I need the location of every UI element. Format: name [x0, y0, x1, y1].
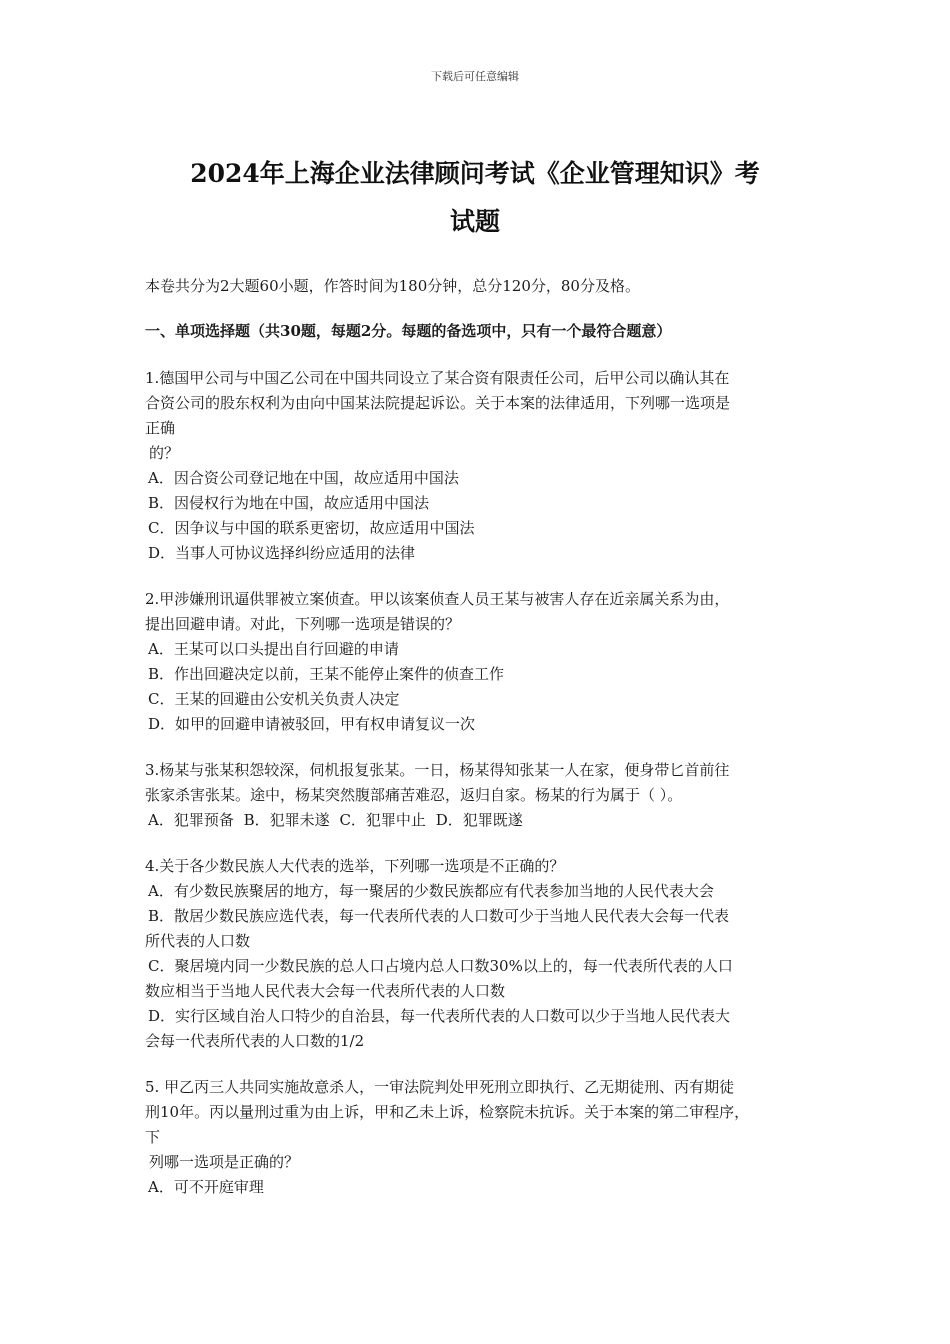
question-stem: [145, 587, 815, 637]
option-d: D．犯罪既遂: [435, 811, 523, 829]
option-c: C．犯罪中止: [339, 811, 426, 829]
stem-line: 2.甲涉嫌刑讯逼供罪被立案侦查。甲以该案侦查人员王某与被害人存在近亲属关系为由，: [145, 590, 730, 608]
stem-line: 3.杨某与张某积怨较深，伺机报复张某。一日，杨某得知张某一人在家，便身带匕首前往: [145, 761, 730, 779]
question-stem: [145, 366, 815, 466]
option-a: A．犯罪预备: [148, 811, 234, 829]
header-note: 下载后可任意编辑: [431, 70, 519, 83]
option-b-continued: 所代表的人口数: [145, 932, 251, 950]
document-body: [145, 274, 815, 1221]
question-4: [145, 854, 815, 1054]
option-c: C．因争议与中国的联系更密切，故应适用中国法: [148, 519, 475, 537]
option-d: D．当事人可协议选择纠纷应适用的法律: [148, 544, 416, 562]
option-b: B．作出回避决定以前，王某不能停止案件的侦查工作: [148, 665, 505, 683]
document-title: [140, 150, 810, 246]
title-line-1: 2024年上海企业法律顾问考试《企业管理知识》考: [190, 159, 760, 188]
question-3: [145, 758, 815, 833]
question-stem: [145, 1075, 815, 1175]
question-stem: [145, 758, 815, 808]
option-d: D．实行区域自治人口特少的自治县，每一代表所代表的人口数可以少于当地人民代表大: [148, 1007, 731, 1025]
stem-line: 提出回避申请。对此，下列哪一选项是错误的？: [145, 615, 461, 633]
option-b: B．因侵权行为地在中国，故应适用中国法: [148, 494, 430, 512]
stem-line: 5. 甲乙丙三人共同实施故意杀人，一审法院判处甲死刑立即执行、乙无期徒刑、丙有期徒: [145, 1078, 735, 1096]
option-c: C．聚居境内同一少数民族的总人口占境内总人口数30%以上的，每一代表所代表的人口: [148, 957, 733, 975]
stem-line: 的？: [149, 444, 180, 462]
question-stem: [145, 854, 815, 879]
option-b: B．犯罪未遂: [243, 811, 330, 829]
stem-line: 下: [145, 1128, 161, 1146]
question-5: [145, 1075, 815, 1200]
section-title: 一、单项选择题（共30题，每题2分。每题的备选项中，只有一个最符合题意）: [145, 322, 672, 340]
inline-options: [145, 808, 815, 833]
option-c: C．王某的回避由公安机关负责人决定: [148, 690, 400, 708]
stem-line: 4.关于各少数民族人大代表的选举，下列哪一选项是不正确的？: [145, 857, 565, 875]
option-a: A．因合资公司登记地在中国，故应适用中国法: [148, 469, 459, 487]
option-d-continued: 会每一代表所代表的人口数的1/2: [145, 1032, 365, 1050]
stem-line: 刑10年。丙以量刑过重为由上诉，甲和乙未上诉，检察院未抗诉。关于本案的第二审程序，: [145, 1103, 750, 1121]
exam-intro: 本卷共分为2大题60小题，作答时间为180分钟，总分120分，80分及格。: [145, 277, 640, 295]
stem-line: 列哪一选项是正确的？: [149, 1153, 300, 1171]
option-d: D．如甲的回避申请被驳回，甲有权申请复议一次: [148, 715, 476, 733]
option-b: B．散居少数民族应选代表，每一代表所代表的人口数可少于当地人民代表大会每一代表: [148, 907, 730, 925]
option-a: A．可不开庭审理: [148, 1178, 264, 1196]
question-1: [145, 366, 815, 566]
stem-line: 1.德国甲公司与中国乙公司在中国共同设立了某合资有限责任公司，后甲公司以确认其在: [145, 369, 730, 387]
option-a: A．有少数民族聚居的地方，每一聚居的少数民族都应有代表参加当地的人民代表大会: [148, 882, 714, 900]
stem-line: 合资公司的股东权利为由向中国某法院提起诉讼。关于本案的法律适用，下列哪一选项是: [145, 394, 731, 412]
title-line-2: 试题: [449, 207, 500, 236]
option-c-continued: 数应相当于当地人民代表大会每一代表所代表的人口数: [145, 982, 506, 1000]
stem-line: 正确: [145, 419, 176, 437]
stem-line: 张家杀害张某。途中，杨某突然腹部痛苦难忍，返归自家。杨某的行为属于（ ）。: [145, 786, 683, 804]
question-2: [145, 587, 815, 737]
option-a: A．王某可以口头提出自行回避的申请: [148, 640, 399, 658]
